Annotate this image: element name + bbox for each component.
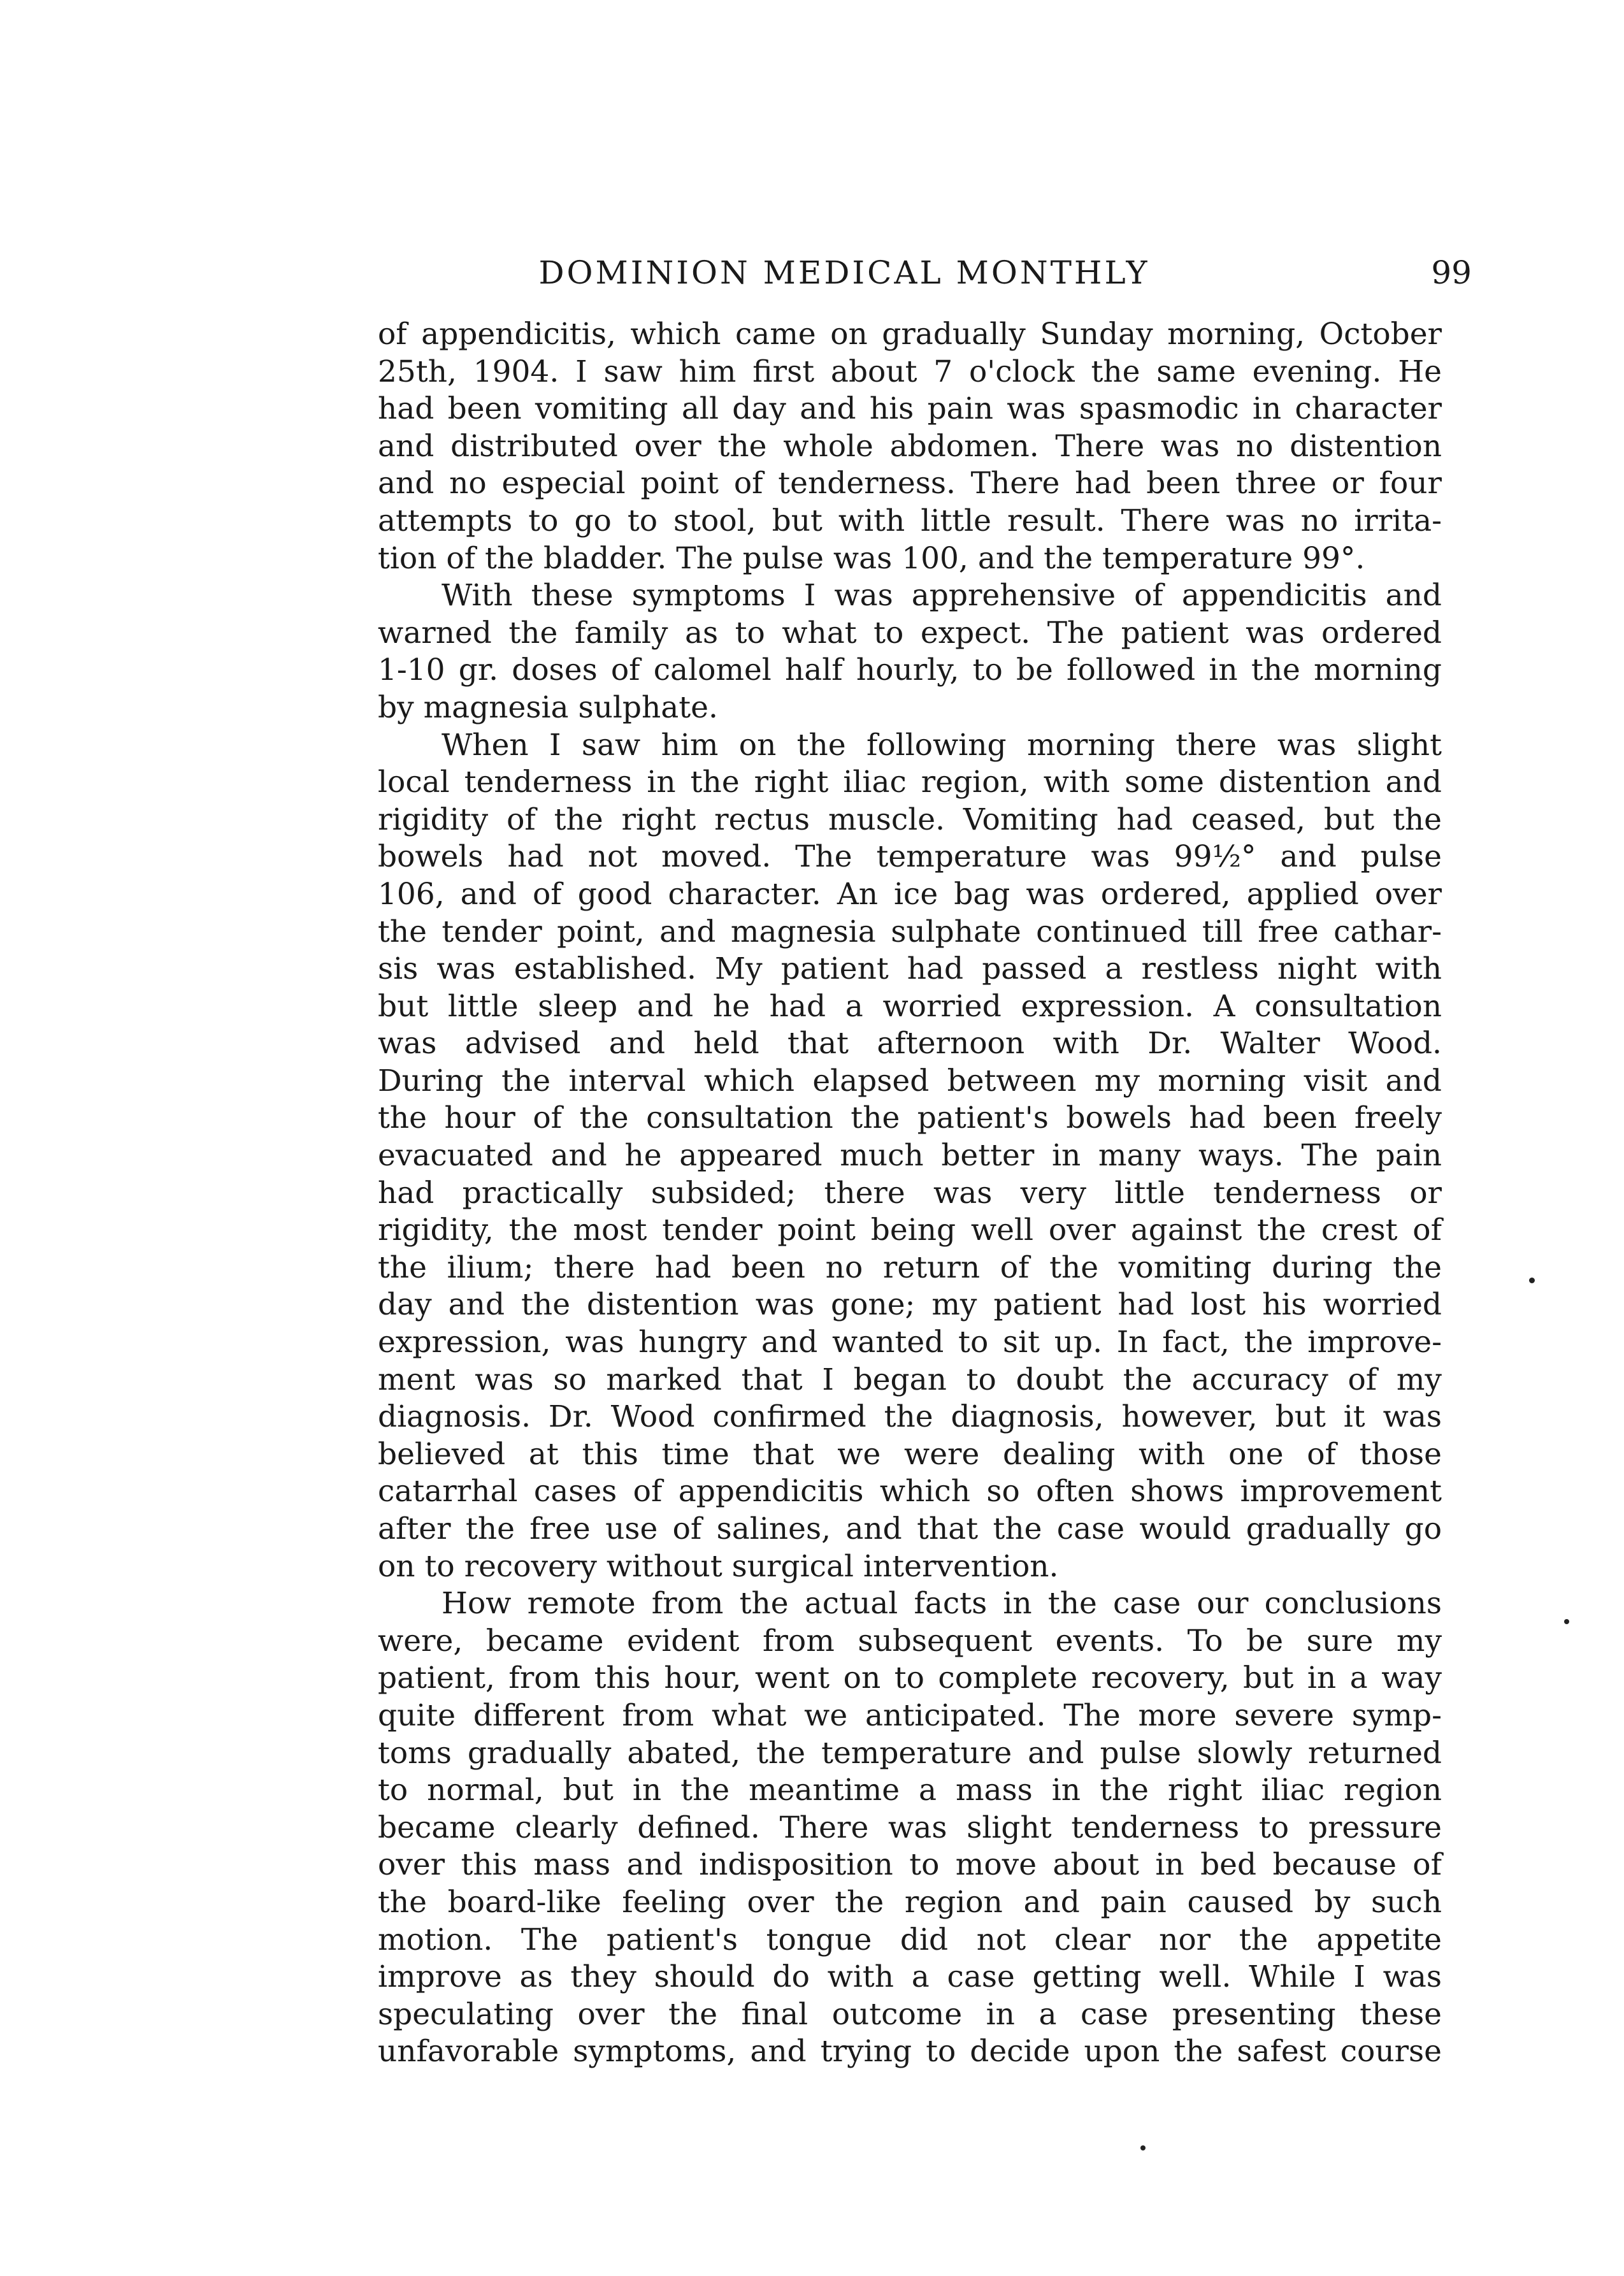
text-line: had practically subsided; there was very little tenderness or (378, 1175, 1442, 1211)
text-line: after the free use of salines, and that the case would gradually go (378, 1511, 1442, 1546)
page-number: 99 (1431, 254, 1472, 291)
text-line: the ilium; there had been no return of the vomiting during the (378, 1250, 1442, 1285)
text-line: bowels had not moved. The temperature was 99½° and pulse (378, 839, 1442, 875)
text-line: on to recovery without surgical intervention. (378, 1548, 1059, 1584)
paragraph-first-line: When I saw him on the following morning there was slight (442, 727, 1442, 763)
text-line: speculating over the final outcome in a case presenting these (378, 1996, 1442, 2032)
text-line: quite different from what we anticipated. The more severe symp- (378, 1697, 1442, 1733)
text-line: rigidity, the most tender point being well over against the crest of (378, 1213, 1442, 1248)
text-line: unfavorable symptoms, and trying to decide upon the safest course (378, 2034, 1442, 2070)
text-line: the hour of the consultation the patient's bowels had been freely (378, 1100, 1442, 1136)
text-line: patient, from this hour, went on to complete recovery, but in a way (378, 1660, 1442, 1696)
text-line: attempts to go to stool, but with little result. There was no irrita- (378, 503, 1442, 538)
text-line: During the interval which elapsed between my morning visit and (378, 1063, 1442, 1098)
text-line: but little sleep and he had a worried expression. A consultation (378, 988, 1442, 1024)
text-line: and no especial point of tenderness. There had been three or four (378, 466, 1442, 501)
text-line: became clearly defined. There was slight tenderness to pressure (378, 1810, 1442, 1845)
text-line: ment was so marked that I began to doubt the accuracy of my (378, 1362, 1442, 1397)
text-line: local tenderness in the right iliac region, with some distention and (378, 765, 1442, 800)
text-line: of appendicitis, which came on gradually Sunday morning, October (378, 317, 1442, 352)
text-line: believed at this time that we were dealing with one of those (378, 1436, 1442, 1472)
paragraph-first-line: How remote from the actual facts in the case our conclusions (442, 1586, 1442, 1622)
text-line: to normal, but in the meantime a mass in the right iliac region (378, 1773, 1442, 1808)
text-line: 1-10 gr. doses of calomel half hourly, to be followed in the morning (378, 652, 1442, 688)
text-line: improve as they should do with a case getting well. While I was (378, 1959, 1442, 1995)
text-line: expression, was hungry and wanted to sit up. In fact, the improve- (378, 1325, 1442, 1360)
body-text (378, 316, 1442, 2071)
text-line: diagnosis. Dr. Wood confirmed the diagnosis, however, but it was (378, 1399, 1442, 1435)
text-line: rigidity of the right rectus muscle. Vomiting had ceased, but the (378, 802, 1442, 837)
text-line: and distributed over the whole abdomen. There was no distention (378, 428, 1442, 464)
scan-speck (1564, 1619, 1569, 1624)
text-line: 25th, 1904. I saw him first about 7 o'clock the same evening. He (378, 354, 1442, 389)
text-line: over this mass and indisposition to move about in bed because of (378, 1847, 1442, 1883)
text-line: tion of the bladder. The pulse was 100, and the temperature 99°. (378, 540, 1365, 576)
text-line: motion. The patient's tongue did not clear nor the appetite (378, 1922, 1442, 1957)
text-line: was advised and held that afternoon with Dr. Walter Wood. (378, 1026, 1442, 1062)
paragraph-first-line: With these symptoms I was apprehensive of appendicitis and (442, 578, 1442, 614)
text-line: were, became evident from subsequent events. To be sure my (378, 1623, 1442, 1659)
text-line: catarrhal cases of appendicitis which so often shows improvement (378, 1474, 1442, 1509)
text-line: had been vomiting all day and his pain was spasmodic in character (378, 391, 1442, 427)
text-line: the tender point, and magnesia sulphate continued till free cathar- (378, 914, 1442, 949)
running-head (376, 247, 1472, 298)
text-line: sis was established. My patient had passed a restless night with (378, 951, 1442, 987)
scan-speck (1140, 2145, 1146, 2150)
text-line: toms gradually abated, the temperature and pulse slowly returned (378, 1735, 1442, 1771)
text-line: evacuated and he appeared much better in many ways. The pain (378, 1138, 1442, 1174)
journal-title: DOMINION MEDICAL MONTHLY (538, 254, 1150, 291)
text-line: 106, and of good character. An ice bag was ordered, applied over (378, 876, 1442, 912)
scan-speck (1529, 1278, 1535, 1283)
text-line: by magnesia sulphate. (378, 689, 718, 725)
text-line: warned the family as to what to expect. The patient was ordered (378, 615, 1442, 651)
text-line: day and the distention was gone; my patient had lost his worried (378, 1287, 1442, 1323)
text-line: the board-like feeling over the region and pain caused by such (378, 1884, 1442, 1920)
